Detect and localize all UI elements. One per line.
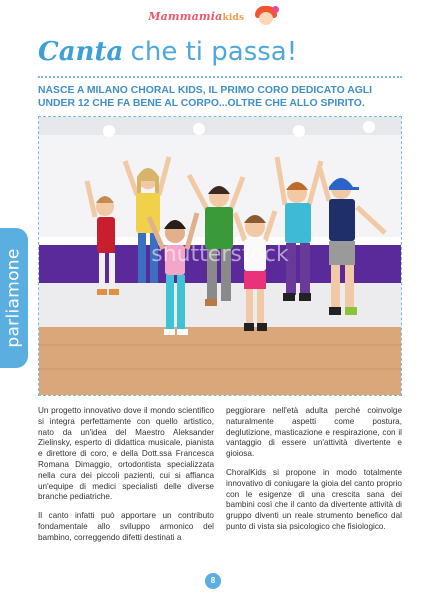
logo-text xyxy=(148,10,244,23)
side-tab-label: parliamone xyxy=(4,248,25,348)
article-subtitle: NASCE A MILANO CHORAL KIDS, IL PRIMO CORO DEDICATO AGLI UNDER 12 CHE FA BENE AL CORPO...OLTRE CHE ALLO SPIRITO. xyxy=(38,85,373,109)
jumping-kids-illustration xyxy=(39,117,401,395)
page-number: 8 xyxy=(205,573,221,589)
title-divider xyxy=(38,76,402,78)
paragraph: Il canto infatti può apportare un contributo fondamentale allo sviluppo armonico del bambino, correggendo difetti destinati a xyxy=(38,511,214,542)
title-highlight: Canta xyxy=(38,37,124,67)
magazine-logo xyxy=(0,6,427,30)
article-title xyxy=(38,36,408,67)
article-column-right xyxy=(226,406,402,541)
paragraph: Un progetto innovativo dove il mondo scientifico si integra perfettamente con quello artistico, nato da un'idea del Maestro Aleksander Zielinsky, esperto di didattica musicale, pianista e direttore di coro, e della Dott.ssa Francesca Romana Dimaggio, ortodontista specializzata nella cura dei piccoli pazienti, cui si affianca un'equipe di medici specialisti delle diverse branche pediatriche. xyxy=(38,406,214,502)
article-column-left xyxy=(38,406,214,552)
logo-kids-text: kids xyxy=(222,12,245,23)
article-photo xyxy=(38,116,402,396)
girl-face-icon xyxy=(253,6,279,26)
side-tab-parliamone xyxy=(0,228,28,368)
title-rest: che ti passa! xyxy=(130,37,298,67)
paragraph: ChoralKids si propone in modo totalmente innovativo di coniugare la gioia del canto proprio con le esigenze di una crescita sana dei bambini così che il canto da divertente attività di gruppo diventi un reale strumento benefico dal punto di vista sia psicologico che fisiologico. xyxy=(226,467,402,531)
paragraph: peggiorare nell'età adulta perché coinvolge naturalmente aspetti come postura, deglutizione, masticazione e respirazione, con il vantaggio di essere un'attività divertente e gioiosa. xyxy=(226,406,402,459)
photo-watermark: shutterstock xyxy=(151,242,289,267)
logo-main-text: Mammamia xyxy=(148,9,223,23)
